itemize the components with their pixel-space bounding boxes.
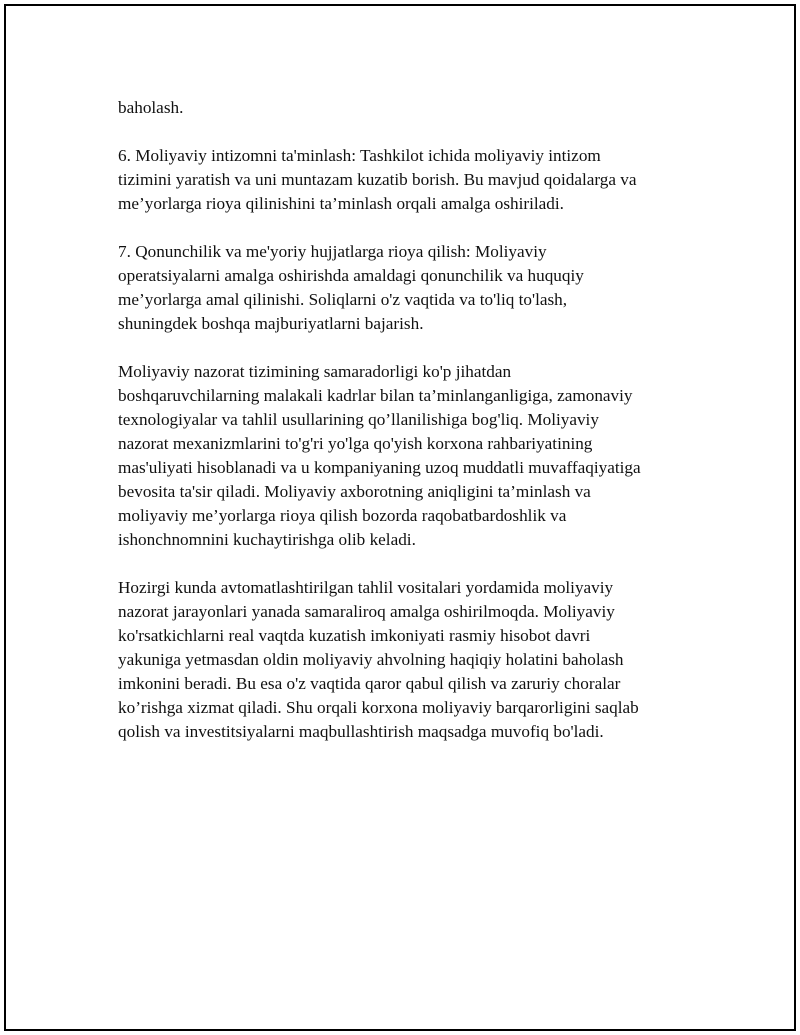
text-line: me’yorlarga amal qilinishi. Soliqlarni o'z vaqtida va to'liq to'lash,	[118, 290, 568, 309]
text-line: ko’rishga xizmat qiladi. Shu orqali korxona moliyaviy barqarorligini saqlab	[118, 698, 639, 717]
document-body	[118, 96, 688, 768]
text-line: moliyaviy me’yorlarga rioya qilish bozorda raqobatbardoshlik va	[118, 506, 567, 525]
text-line: Moliyaviy nazorat tizimining samaradorligi ko'p jihatdan	[118, 362, 512, 381]
paragraph-control-effectiveness	[118, 360, 688, 552]
text-line: me’yorlarga rioya qilinishini ta’minlash orqali amalga oshiriladi.	[118, 194, 564, 213]
text-line: nazorat jarayonlari yanada samaraliroq amalga oshirilmoqda. Moliyaviy	[118, 602, 615, 621]
text-line: nazorat mexanizmlarini to'g'ri yo'lga qo'yish korxona rahbariyatining	[118, 434, 593, 453]
paragraph-financial-discipline	[118, 144, 688, 216]
paragraph-legal-compliance	[118, 240, 688, 336]
text-line: imkonini beradi. Bu esa o'z vaqtida qaror qabul qilish va zaruriy choralar	[118, 674, 621, 693]
text-line: mas'uliyati hisoblanadi va u kompaniyaning uzoq muddatli muvaffaqiyatiga	[118, 458, 641, 477]
text-line: qolish va investitsiyalarni maqbullashtirish maqsadga muvofiq bo'ladi.	[118, 722, 604, 741]
text-line: tizimini yaratish va uni muntazam kuzatib borish. Bu mavjud qoidalarga va	[118, 170, 637, 189]
text-line: 6. Moliyaviy intizomni ta'minlash: Tashkilot ichida moliyaviy intizom	[118, 146, 601, 165]
text-line: boshqaruvchilarning malakali kadrlar bilan ta’minlanganligiga, zamonaviy	[118, 386, 633, 405]
text-line: operatsiyalarni amalga oshirishda amaldagi qonunchilik va huquqiy	[118, 266, 584, 285]
text-line: ishonchnomnini kuchaytirishga olib keladi.	[118, 530, 416, 549]
paragraph-continuation	[118, 96, 688, 120]
text-line: texnologiyalar va tahlil usullarining qo’llanilishiga bog'liq. Moliyaviy	[118, 410, 599, 429]
document-page	[4, 4, 796, 1031]
paragraph-automation	[118, 576, 688, 744]
text-line: baholash.	[118, 98, 184, 117]
text-line: Hozirgi kunda avtomatlashtirilgan tahlil vositalari yordamida moliyaviy	[118, 578, 614, 597]
text-line: 7. Qonunchilik va me'yoriy hujjatlarga rioya qilish: Moliyaviy	[118, 242, 547, 261]
text-line: bevosita ta'sir qiladi. Moliyaviy axborotning aniqligini ta’minlash va	[118, 482, 591, 501]
text-line: yakuniga yetmasdan oldin moliyaviy ahvolning haqiqiy holatini baholash	[118, 650, 624, 669]
text-line: shuningdek boshqa majburiyatlarni bajarish.	[118, 314, 424, 333]
text-line: ko'rsatkichlarni real vaqtda kuzatish imkoniyati rasmiy hisobot davri	[118, 626, 591, 645]
